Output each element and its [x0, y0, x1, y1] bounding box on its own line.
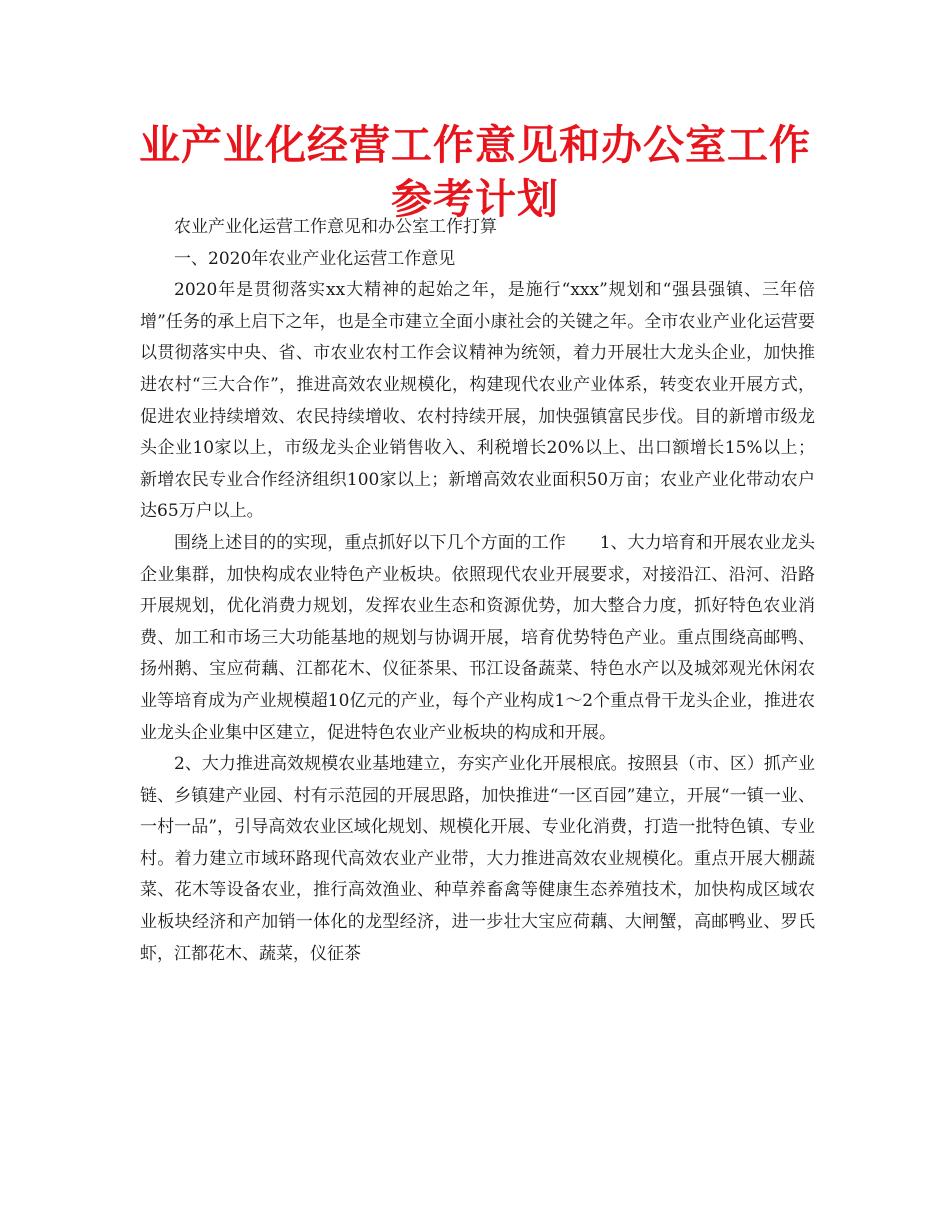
paragraph: 2、大力推进高效规模农业基地建立，夯实产业化开展根底。按照县（市、区）抓产业链、乡镇建产业园、村有示范园的开展思路，加快推进“一区百园”建立，开展“一镇一业、一村一品”，引导高效农业区域化规划、规模化开展、专业化消费，打造一批特色镇、专业村。着力建立市域环路现代高效农业产业带，大力推进高效农业规模化。重点开展大棚蔬菜、花木等设备农业，推行高效渔业、种草养畜禽等健康生态养殖技术，加快构成区域农业板块经济和产加销一体化的龙型经济，进一步壮大宝应荷藕、大闸蟹，高邮鸭业、罗氏虾，江都花木、蔬菜，仪征茶: [140, 754, 815, 964]
paragraph: 2020年是贯彻落实xx大精神的起始之年，是施行“xxx”规划和“强县强镇、三年倍增”任务的承上启下之年，也是全市建立全面小康社会的关键之年。全市农业产业化运营要以贯彻落实中央、省、市农业农村工作会议精神为统领，着力开展壮大龙头企业，加快推进农村“三大合作”，推进高效农业规模化，构建现代农业产业体系，转变农业开展方式，促进农业持续增效、农民持续增收、农村持续开展，加快强镇富民步伐。目的新增市级龙头企业10家以上，市级龙头企业销售收入、利税增长20%以上、出口额增长15%以上；新增农民专业合作经济组织100家以上；新增高效农业面积50万亩；农业产业化带动农户达65万户以上。: [140, 280, 815, 522]
document-title: 业产业化经营工作意见和办公室工作参考计划: [139, 121, 811, 223]
paragraph: 围绕上述目的的实现，重点抓好以下几个方面的工作 1、大力培育和开展农业龙头企业集群，加快构成农业特色产业板块。依照现代农业开展要求，对接沿江、沿河、沿路开展规划，优化消费力规划，发挥农业生态和资源优势，加大整合力度，抓好特色农业消费、加工和市场三大功能基地的规划与协调开展，培育优势特色产业。重点围绕高邮鸭、扬州鹅、宝应荷藕、江都花木、仪征茶果、邗江设备蔬菜、特色水产以及城郊观光休闲农业等培育成为产业规模超10亿元的产业，每个产业构成1～2个重点骨干龙头企业，推进农业龙头企业集中区建立，促进特色农业产业板块的构成和开展。: [140, 532, 815, 743]
paragraph-subtitle: 农业产业化运营工作意见和办公室工作打算: [174, 217, 497, 237]
document-body: [140, 212, 815, 970]
section-heading: 一、2020年农业产业化运营工作意见: [174, 248, 456, 269]
